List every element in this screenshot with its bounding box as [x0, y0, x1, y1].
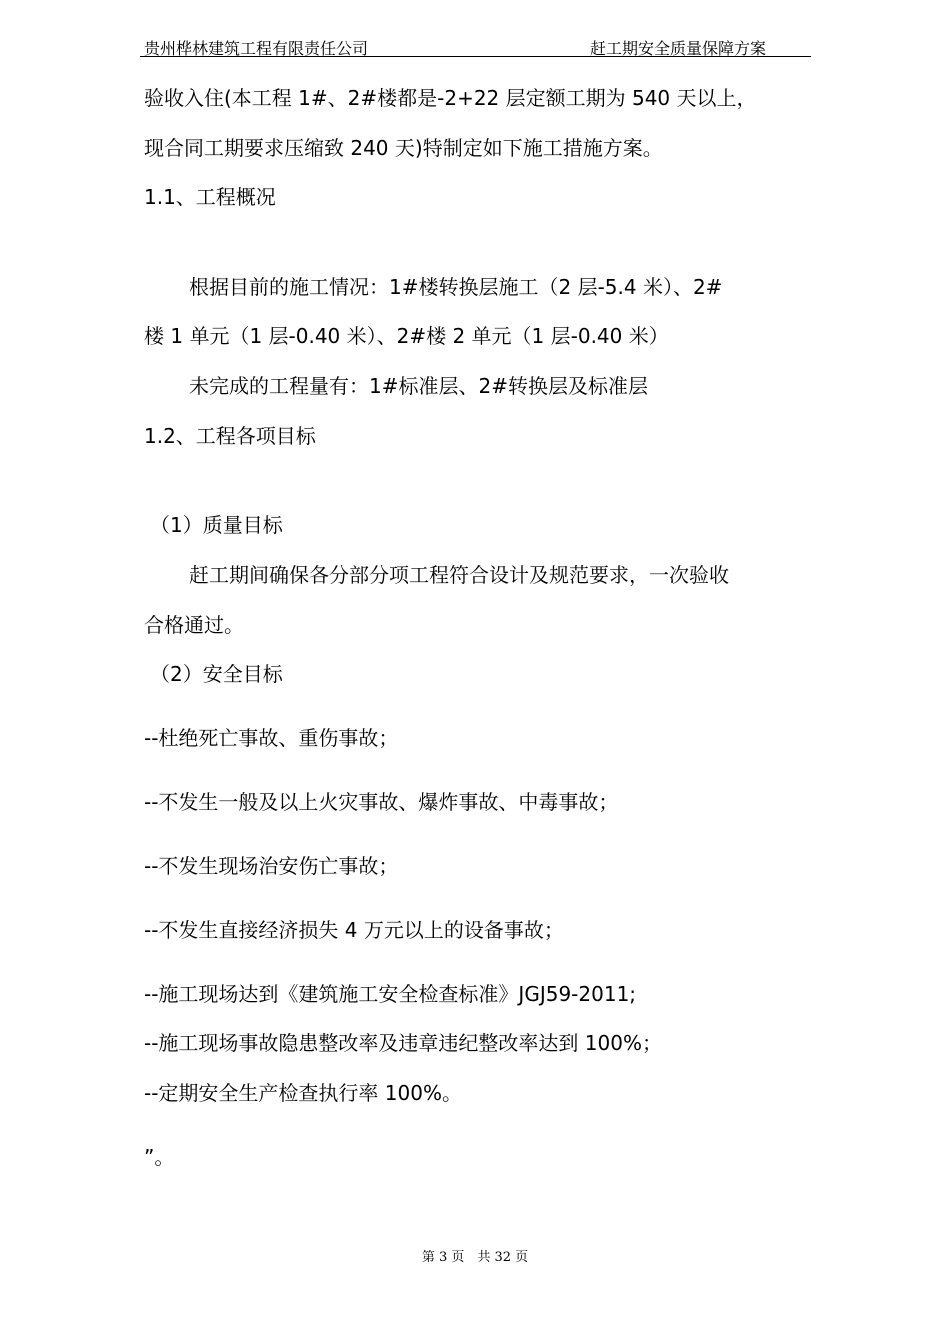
list-item: --施工现场事故隐患整改率及违章违纪整改率达到 100%；: [144, 1031, 662, 1055]
paragraph-line: 验收入住(本工程 1#、2#楼都是-2+22 层定额工期为 540 天以上，: [144, 86, 757, 110]
list-item: --不发生一般及以上火灾事故、爆炸事故、中毒事故；: [144, 790, 619, 814]
paragraph-line: 根据目前的施工情况：1#楼转换层施工（2 层-5.4 米）、2#: [189, 275, 723, 299]
header-divider: [140, 56, 811, 57]
header-company-name: 贵州桦林建筑工程有限责任公司: [144, 39, 369, 58]
list-item: --不发生直接经济损失 4 万元以上的设备事故；: [144, 918, 564, 942]
paragraph-line: 现合同工期要求压缩致 240 天)特制定如下施工措施方案。: [144, 136, 663, 160]
subheading-safety-target: （2）安全目标: [150, 662, 283, 686]
list-item: --施工现场达到《建筑施工安全检查标准》JGJ59-2011;: [144, 982, 637, 1006]
paragraph-line: 未完成的工程量有：1#标准层、2#转换层及标准层: [189, 374, 648, 398]
list-item: --杜绝死亡事故、重伤事故；: [144, 726, 399, 750]
paragraph-line: 合格通过。: [144, 613, 244, 637]
closing-quote: ”。: [144, 1145, 175, 1169]
subheading-quality-target: （1）质量目标: [150, 513, 283, 537]
paragraph-line: 赶工期间确保各分部分项工程符合设计及规范要求，一次验收: [189, 563, 729, 587]
header-document-title: 赶工期安全质量保障方案: [590, 39, 767, 58]
section-heading-1-1: 1.1、工程概况: [144, 185, 276, 209]
list-item: --不发生现场治安伤亡事故；: [144, 854, 399, 878]
section-heading-1-2: 1.2、工程各项目标: [144, 424, 316, 448]
list-item: --定期安全生产检查执行率 100%。: [144, 1081, 462, 1105]
page-footer-number: 第 3 页 共 32 页: [421, 1250, 529, 1265]
paragraph-line: 楼 1 单元（1 层-0.40 米）、2#楼 2 单元（1 层-0.40 米）: [144, 324, 669, 348]
